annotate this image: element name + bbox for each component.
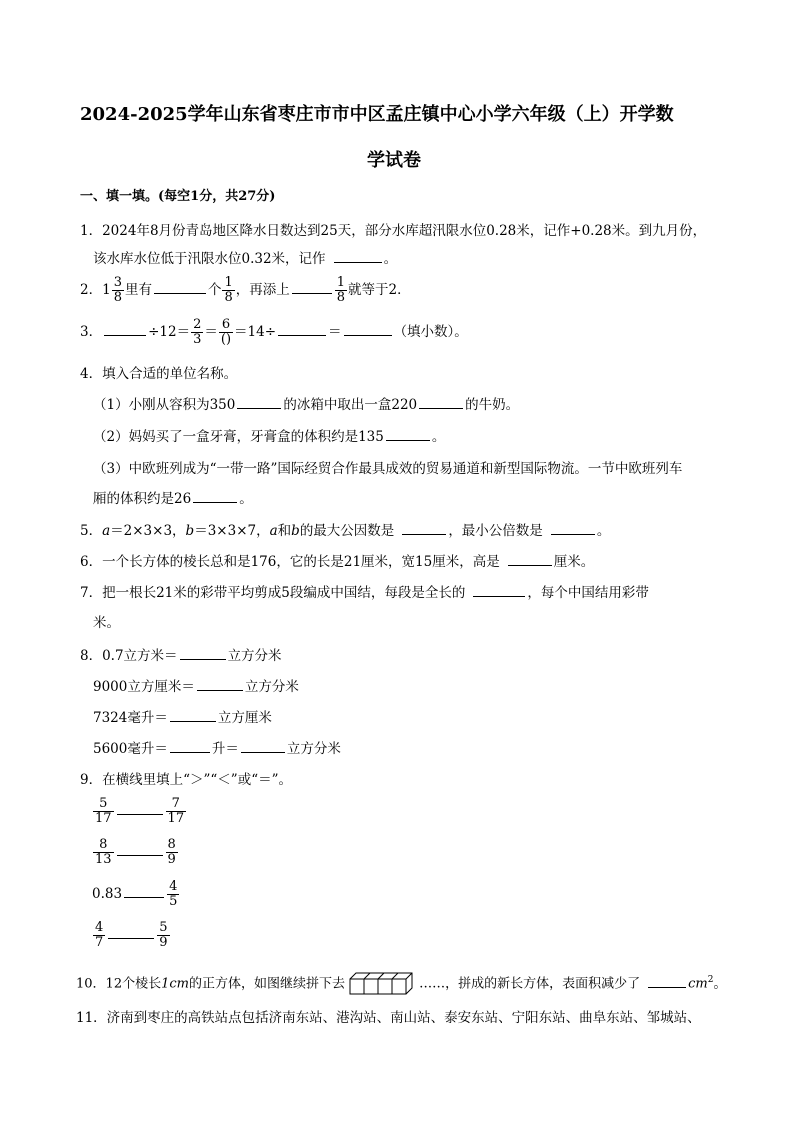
q10-blank[interactable] [648,986,686,988]
cube-row-figure [349,972,419,996]
q3-fraction-1: $\frac{2}{3}$ [193,317,202,347]
q2-fraction-1: $\frac{3}{8}$ [113,275,122,305]
q9-blank-4[interactable] [108,937,154,939]
q8-blank-3[interactable] [170,720,216,722]
q2-fraction-2: $\frac{1}{8}$ [224,275,233,305]
q9-row4-left: $\frac{4}{7}$ [95,920,104,950]
q3-text2: ＝14÷ [234,324,277,340]
q3-blank-2[interactable] [278,334,326,336]
q4-blank-4[interactable] [193,501,237,503]
q2-text2: 个 [207,282,222,298]
q9-blank-2[interactable] [117,854,163,856]
q11-line: 11．济南到枣庄的高铁站点包括济南东站、港沟站、南山站、泰安东站、宁阳东站、曲阜东站、邹城站、 [76,1010,701,1026]
q2-fraction-3: $\frac{1}{8}$ [336,275,346,305]
q5-line: 5．a＝2×3×3，b＝3×3×7，a和b的最大公因数是 ，最小公倍数是 。 [80,523,611,539]
q9-row1-right: $\frac{7}{17}$ [167,796,185,826]
q9-row4-right: $\frac{5}{9}$ [159,920,168,950]
q2-text3: ，再添上 [235,282,290,298]
q4-blank-1[interactable] [237,407,281,409]
q8-line4: 5600毫升＝ 升＝ 立方分米 [93,741,341,757]
q9-row1-left: $\frac{5}{17}$ [95,796,112,826]
q9-row-2 [92,838,179,867]
q4-sub3-line2: 厢的体积约是26 。 [93,491,253,507]
q2-line [80,276,411,305]
q3-blank-3[interactable] [344,334,392,336]
q2-whole: 1 [102,282,111,298]
q7-line1: 7．把一根长21米的彩带平均剪成5段编成中国结，每段是全长的 ，每个中国结用彩带 [80,585,649,601]
q7-blank[interactable] [473,595,525,597]
q4-blank-2[interactable] [419,407,463,409]
q4-sub2: （2）妈妈买了一盒牙膏，牙膏盒的体积约是135 。 [93,429,446,445]
q9-blank-3[interactable] [124,896,164,898]
q8-line3: 7324毫升＝ 立方厘米 [93,710,272,726]
q9-row-3 [92,880,180,909]
q1-end: 。 [383,251,398,267]
q2-blank-1[interactable] [154,292,206,294]
q3-text1: ÷12＝ [148,324,191,340]
q1-blank[interactable] [334,261,382,263]
q9-heading: 9．在横线里填上“＞”“＜”或“＝”。 [80,772,292,788]
q4-sub1: （1）小刚从容积为350 的冰箱中取出一盒220 的牛奶。 [93,397,520,413]
q10-line: 10．12个棱长1cm的正方体，如图继续拼下去 ……，拼成的新长方体，表面积减少了 $cm^2$。 [76,972,727,996]
q4-blank-3[interactable] [386,439,430,441]
q3-number: 3． [80,324,103,340]
q5-blank-2[interactable] [551,533,595,535]
q3-fraction-2: 6 () [220,317,232,347]
q9-row3-left: 0.83 [92,886,123,902]
section-heading: 一、填一填。(每空1分，共27分) [80,189,276,204]
q1-text: 该水库水位低于汛限水位0.32米，记作 [93,251,326,267]
q1-line1: 1．2024年8月份青岛地区降水日数达到25天，部分水库超汛限水位0.28米，记作+0.28米。到九月份， [80,223,707,239]
q3-equals: ＝ [204,324,218,340]
q6-line: 6．一个长方体的棱长总和是176，它的长是21厘米，宽15厘米，高是 厘米。 [80,554,595,570]
q8-blank-5[interactable] [241,751,285,753]
q3-text4: （填小数）。 [393,324,468,340]
q7-line2: 米。 [93,615,120,631]
q8-line1: 8．0.7立方米＝ 立方分米 [80,648,282,664]
q9-row2-right: $\frac{8}{9}$ [167,837,176,867]
q9-row2-left: $\frac{8}{13}$ [95,837,112,867]
page-title-line1: 2024-2025学年山东省枣庄市市中区孟庄镇中心小学六年级（上）开学数 [80,104,674,125]
page-title-line2: 学试卷 [367,150,421,171]
q4-sub3-line1: （3）中欧班列成为“一带一路”国际经贸合作最具成效的贸易通道和新型国际物流。一节中欧班列车 [93,461,683,477]
q9-row3-right: $\frac{4}{5}$ [169,879,178,909]
q6-blank[interactable] [508,564,552,566]
q9-row-4 [92,921,171,950]
q5-blank-1[interactable] [402,533,446,535]
q2-text4: 就等于2． [348,282,411,298]
q9-blank-1[interactable] [117,813,163,815]
q8-blank-4[interactable] [170,751,210,753]
q8-line2: 9000立方厘米＝ 立方分米 [93,679,299,695]
q3-blank-1[interactable] [104,334,146,336]
q8-blank-2[interactable] [197,689,243,691]
q2-blank-2[interactable] [292,292,332,294]
q9-row-1 [92,797,187,826]
q8-blank-1[interactable] [180,658,226,660]
q4-heading: 4．填入合适的单位名称。 [80,366,238,382]
q3-text3: ＝ [328,324,342,340]
q3-line [80,318,468,347]
q2-number: 2． [80,282,103,298]
q2-text1: 里有 [124,282,152,298]
q1-line2 [93,247,397,267]
